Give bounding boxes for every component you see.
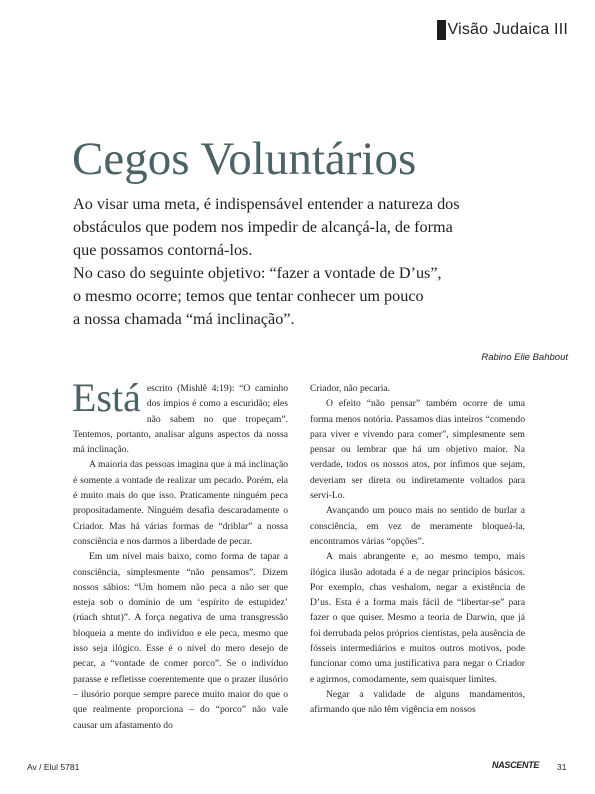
drop-cap: Está (72, 375, 141, 420)
left-column (72, 375, 288, 733)
body-paragraph: A mais abrangente e, ao mesmo tempo, mais ilógica ilusão adotada é a de negar princípios básicos. Por exemplo, chas veshalom, negar a existência de D’us. Esta é a forma mais fácil de “libertar-se” para fazer o que quiser. Mesmo a teoria de Darwin, que já foi derrubada pelos próprios cientistas, pela ausência de fósseis intermediários e muitos outros motivos, pode funcionar como uma justificativa para negar o Criador e agirmos, comodamente, sem quaisquer limites. (310, 551, 525, 685)
author-byline: Rabino Elie Bahbout (481, 352, 568, 363)
section-marker (437, 20, 446, 40)
body-paragraph (72, 375, 288, 457)
right-column (310, 381, 525, 718)
article-title: Cegos Voluntários (72, 133, 417, 185)
page-number: 31 (557, 762, 567, 772)
body-paragraph: Negar a validade de alguns mandamentos, afirmando que não têm vigência em nossos (310, 688, 525, 716)
lead-line: a nossa chamada “má inclinação”. (73, 310, 295, 328)
magazine-logo: NASCENTE (492, 760, 540, 770)
body-paragraph: Avançando um pouco mais no sentido de burlar a consciência, em vez de meramente bloqueá-la, encontramos várias “opções”. (310, 505, 525, 547)
lead-line: que possamos contorná-los. (73, 241, 253, 259)
lead-paragraph (73, 193, 543, 331)
issue-date: Av / Elul 5781 (27, 762, 80, 772)
body-paragraph: Em um nível mais baixo, como forma de tapar a consciência, simplesmente “não pensamos”. Dizem nossos sábios: “Um homem não peca a não ser que esteja sob o domínio de um ‘espírito de estupidez’ (rúach shtut)”. A força negativa de uma transgressão bloqueia a mente do indivíduo e ele peca, mesmo que isso seja ilógico. Esse é o nível do mero desejo de pecar, a “vontade de comer porco”. Se o indivíduo parasse e refletisse coerentemente que o prazer ilusório – ilusório porque sempre parece muito maior do que o que realmente proporciona – do “porco” não vale causar um afastamento do (73, 551, 288, 731)
lead-line: obstáculos que podem nos impedir de alcançá-la, de forma (73, 218, 453, 236)
body-paragraph: Criador, não pecaria. (310, 383, 391, 394)
lead-line: o mesmo ocorre; temos que tentar conhecer um pouco (73, 287, 424, 305)
lead-line: Ao visar uma meta, é indispensável entender a natureza dos (73, 195, 460, 213)
section-header (437, 20, 568, 40)
lead-line: No caso do seguinte objetivo: “fazer a vontade de D’us”, (73, 264, 442, 282)
section-title: Visão Judaica III (447, 21, 568, 38)
body-paragraph: A maioria das pessoas imagina que a má inclinação é somente a vontade de realizar um pecado. Porém, ela é muito mais do que isso. Praticamente ninguém peca propositadamente. Ninguém desafia descaradamente o Criador. Mas há várias formas de “driblar” a nossa consciência e nos darmos a liberdade de pecar. (73, 459, 288, 547)
paragraph-text: escrito (Mishlê 4:19): “O caminho dos ímpios é como a escuridão; eles não sabem no que tropeçam”. Tentemos, portanto, analisar alguns aspectos da nossa má inclinação. (73, 383, 288, 456)
body-paragraph: O efeito “não pensar” também ocorre de uma forma menos notória. Passamos dias inteiros “comendo para viver e vivendo para comer”, simplesmente sem pensar ou lembrar que há um objetivo maior. Na verdade, todos os nossos atos, por ínfimos que sejam, deveriam ser direta ou indiretamente voltados para servi-Lo. (310, 398, 525, 502)
